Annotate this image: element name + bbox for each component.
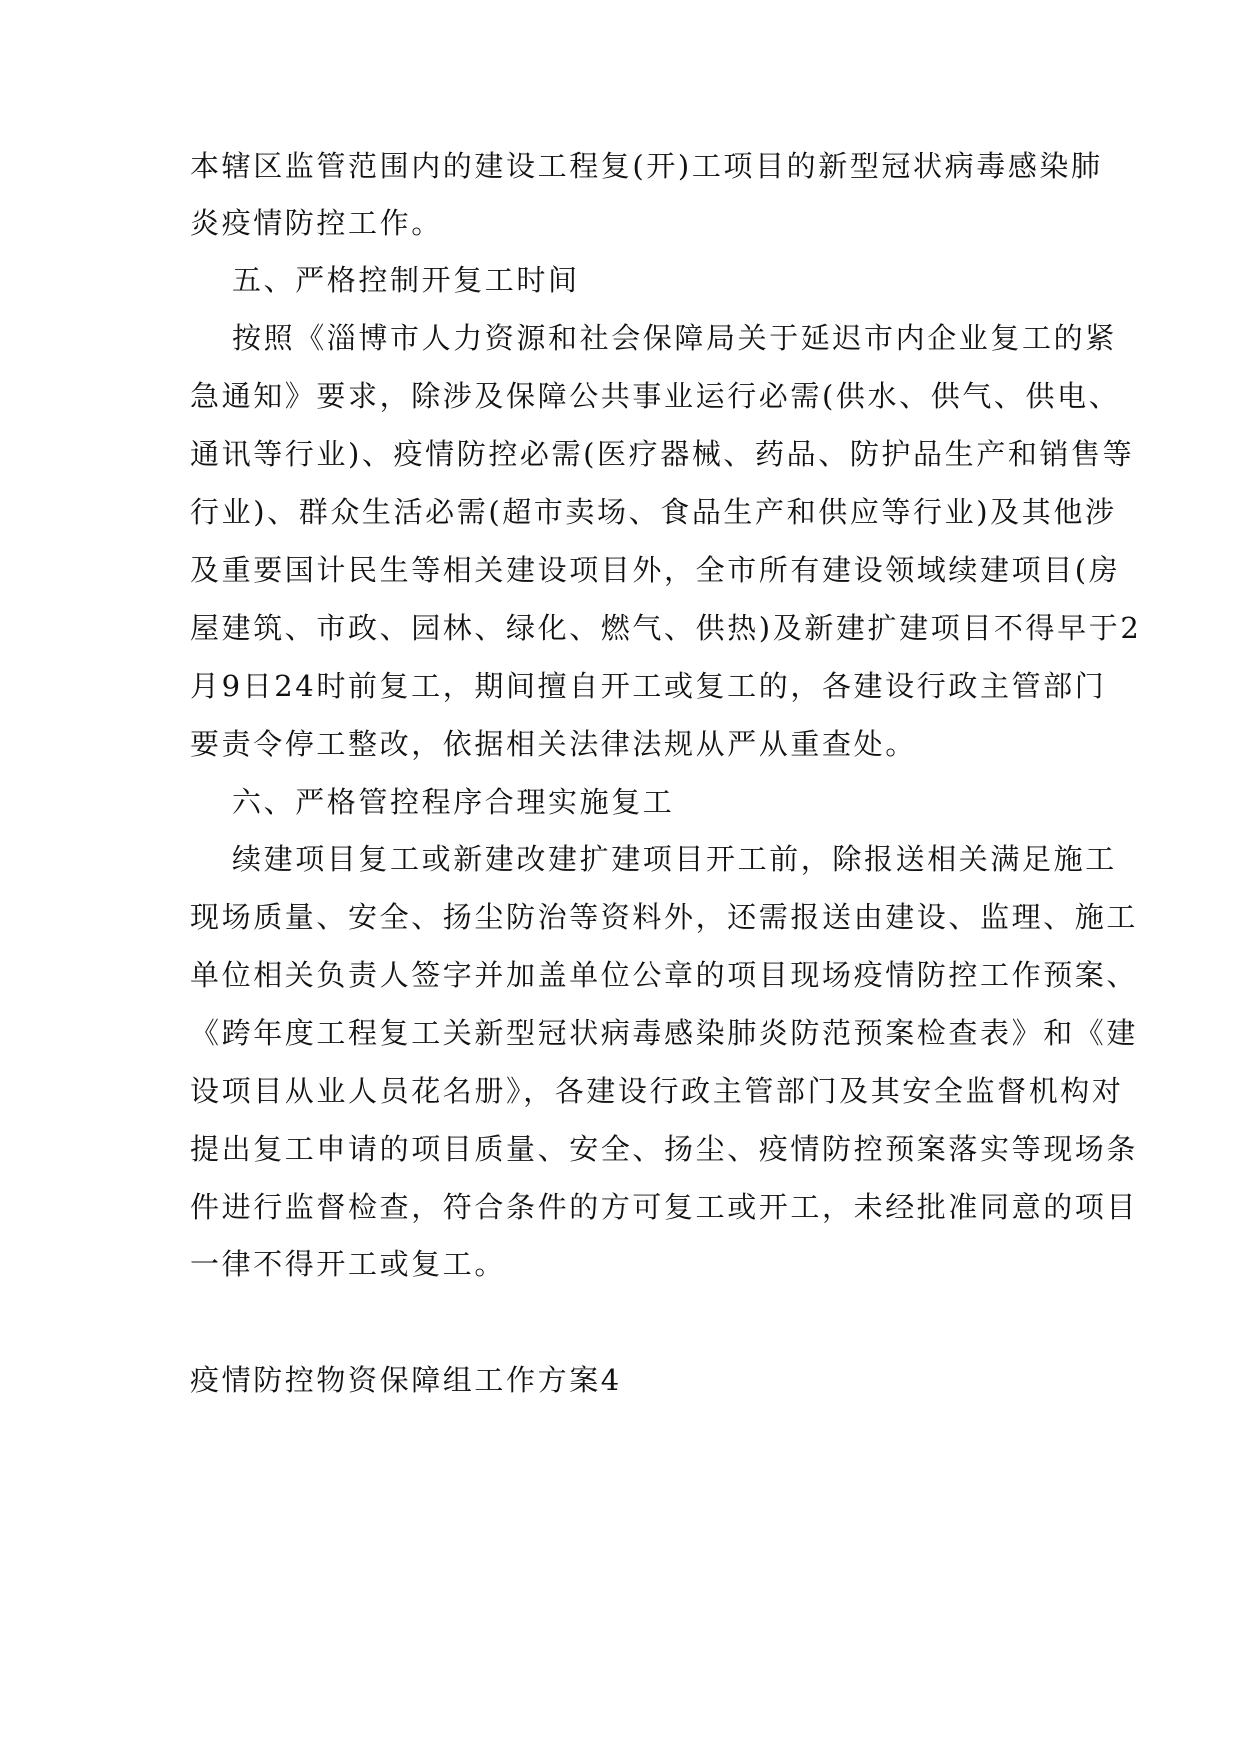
body-line: 件进行监督检查，符合条件的方可复工或开工，未经批准同意的项目 [190, 1190, 1139, 1224]
body-line: 通讯等行业)、疫情防控必需(医疗器械、药品、防护品生产和销售等 [190, 437, 1135, 471]
section-heading: 五、严格控制开复工时间 [232, 263, 580, 297]
body-line: 设项目从业人员花名册》，各建设行政主管部门及其安全监督机构对 [190, 1074, 1124, 1108]
body-line: 按照《淄博市人力资源和社会保障局关于延迟市内企业复工的紧 [232, 321, 1117, 355]
body-line: 一律不得开工或复工。 [190, 1247, 507, 1281]
body-line: 急通知》要求，除涉及保障公共事业运行必需(供水、供气、供电、 [190, 379, 1121, 413]
body-line: 要责令停工整改，依据相关法律法规从严从重查处。 [190, 727, 917, 761]
body-line: 本辖区监管范围内的建设工程复(开)工项目的新型冠状病毒感染肺 [190, 149, 1103, 183]
body-line: 现场质量、安全、扬尘防治等资料外，还需报送由建设、监理、施工 [190, 900, 1139, 934]
body-line: 屋建筑、市政、园林、绿化、燃气、供热)及新建扩建项目不得早于2 [190, 611, 1142, 645]
body-line: 单位相关负责人签字并加盖单位公章的项目现场疫情防控工作预案、 [190, 958, 1139, 992]
document-title: 疫情防控物资保障组工作方案4 [190, 1363, 622, 1397]
body-line: 及重要国计民生等相关建设项目外，全市所有建设领域续建项目(房 [190, 553, 1121, 587]
body-line: 炎疫情防控工作。 [190, 206, 443, 240]
body-line: 行业)、群众生活必需(超市卖场、食品生产和供应等行业)及其他涉 [190, 495, 1117, 529]
body-line: 《跨年度工程复工关新型冠状病毒感染肺炎防范预案检查表》和《建 [190, 1016, 1139, 1050]
body-line: 续建项目复工或新建改建扩建项目开工前，除报送相关满足施工 [232, 842, 1117, 876]
section-heading: 六、严格管控程序合理实施复工 [232, 785, 675, 819]
body-line: 提出复工申请的项目质量、安全、扬尘、疫情防控预案落实等现场条 [190, 1132, 1139, 1166]
body-line: 月9日24时前复工，期间擅自开工或复工的，各建设行政主管部门 [190, 669, 1107, 703]
